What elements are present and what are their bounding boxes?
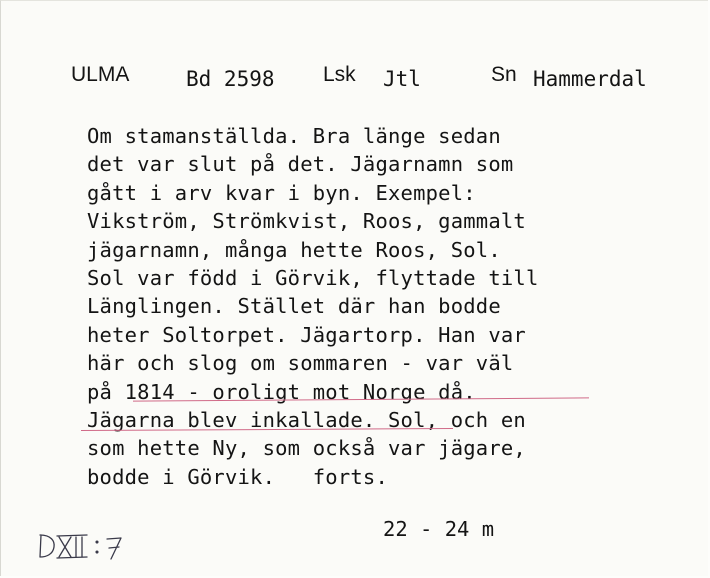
record-text: [87, 122, 687, 491]
text-line: Om stamanställda. Bra länge sedan: [87, 124, 501, 148]
parish-name: Hammerdal: [533, 67, 647, 91]
lsk-value: Jtl: [383, 67, 421, 91]
text-line: heter Soltorpet. Jägartorp. Han var: [87, 322, 526, 347]
handwritten-signature: [37, 527, 157, 563]
volume-number: Bd 2598: [186, 67, 275, 91]
text-line: Sol var född i Görvik, flyttade till: [87, 265, 539, 290]
page-range: 22 - 24 m: [383, 517, 495, 541]
text-line: bodde i Görvik. forts.: [87, 464, 389, 489]
text-line: jägarnamn, många hette Roos, Sol.: [87, 237, 501, 262]
text-line: Vikström, Strömkvist, Roos, gammalt: [87, 209, 526, 234]
text-line: här och slog om sommaren - var väl: [87, 351, 514, 376]
text-line: Jägarna blev inkallade. Sol, och en: [87, 407, 526, 432]
collection-code: ULMA: [71, 63, 130, 86]
text-line: Länglingen. Stället där han bodde: [87, 294, 501, 319]
text-line: det var slut på det. Jägarnamn som: [87, 152, 514, 177]
text-line: på 1814 - oroligt mot Norge då.: [87, 379, 476, 404]
sn-label: Sn: [491, 63, 517, 86]
lsk-label: Lsk: [323, 63, 356, 86]
text-line: gått i arv kvar i byn. Exempel:: [87, 180, 476, 205]
text-line: som hette Ny, som också var jägare,: [87, 436, 526, 461]
